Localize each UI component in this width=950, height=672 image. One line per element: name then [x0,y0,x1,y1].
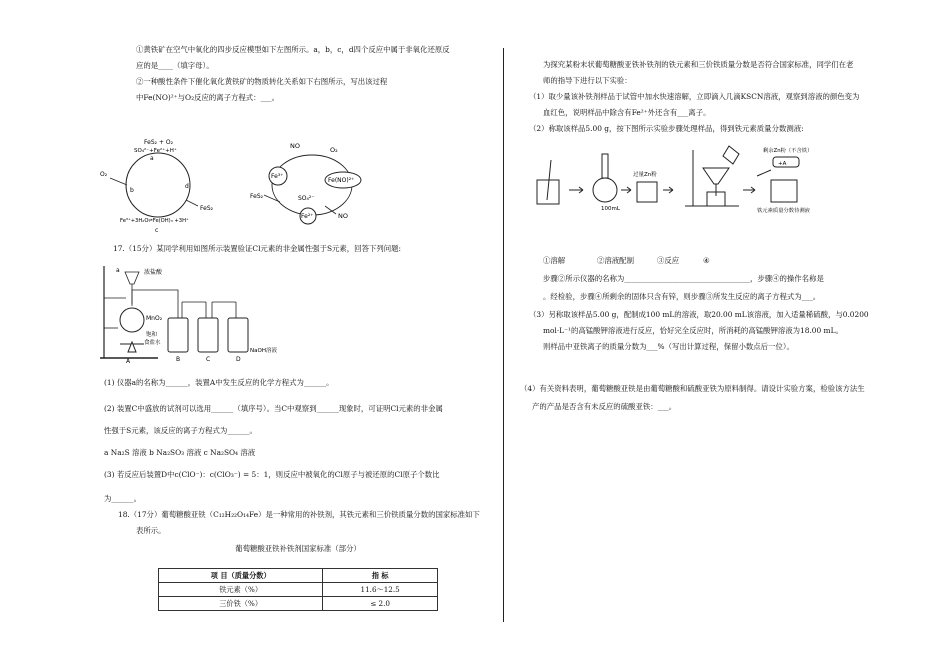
step-4: ④ [703,256,710,265]
cycle-right-label: FeS₂ [200,205,214,212]
so4-label: SO₄²⁻ [298,195,315,202]
fes2-label: FeS₂ [250,193,264,200]
label-B: B [176,356,181,363]
q18-head2: 表所示。 [136,526,166,535]
cycle-bottom-label: Fe³⁺+3H₂O⇌Fe(OH)₃ +3H⁺ [120,218,189,224]
cycle-top-label1: FeS₂ + O₂ [144,139,173,146]
fe2-label: Fe²⁺ [301,213,314,220]
label-mno2: MnO₂ [146,315,163,322]
result-label: 铁元素质量分数待测液 [757,208,810,214]
table-header: 项 目（质量分数） [159,569,323,583]
label-naoh: NaOH溶液 [250,348,277,354]
label-D: D [236,356,241,363]
q18-head1: 18.（17分）葡萄糖酸亚铁（C₁₂H₂₂O₁₄Fe）是一种常用的补铁剂，其铁元素和三价铁质量分数的国家标准如下 [118,510,480,519]
q17-3: (3) 若反应后装置D中c(ClO⁻)：c(ClO₃⁻) = 5：1，则反应中被氧化的Cl原子与被还原的Cl原子个数比 [104,470,440,479]
label-a: a [116,267,120,274]
q17-2b: 性强于S元素，该反应的离子方程式为______。 [104,426,257,435]
cycle-d: d [185,183,189,190]
r-p2: 师的指导下进行以下实验： [543,76,632,85]
no-top-label: NO [290,142,300,150]
q17-head: 17.（15分）某同学利用如图所示装置验证Cl元素的非金属性强于S元素，回答下列问题: [113,244,402,253]
r-p11: （4）有关资料表明，葡萄糖酸亚铁是由葡萄糖酸和硫酸亚铁为原料制得。请设计实验方案，检验该方法生 [520,384,865,393]
step-2: ②溶液配制 [597,256,634,265]
step-1: ①溶解 [543,256,566,265]
r-p7: 。经检验，步骤④所剩余的固体只含有锌，则步骤③所发生反应的离子方程式为___。 [543,292,821,301]
column-divider [503,48,504,622]
q17-3b: 为______。 [104,494,141,503]
q17-1: (1) 仪器a的名称为______，装置A中发生反应的化学方程式为______。 [104,378,334,387]
label-C: C [206,356,211,363]
label-brine1: 饱和 [146,332,158,338]
r-p9: mol·L⁻¹的高锰酸钾溶液进行反应，恰好完全反应时，所消耗的高锰酸钾溶液为18.00 mL。 [543,326,843,335]
table-title: 葡萄糖酸亚铁补铁剂国家标准（部分） [235,544,361,553]
o2-label: O₂ [330,146,338,154]
label-A: A [126,358,131,365]
table-row: 铁元素（%） 11.6～12.5 [159,583,438,597]
standard-table [158,568,438,611]
no-bottom-label: NO [338,212,348,220]
cycle-left-label: O₂ [100,171,108,178]
zn-label: 过量Zn粉 [633,172,657,178]
r-p3: （1）取少量该补铁剂样品于试管中加水快速溶解，立即滴入几滴KSCN溶液，观察到溶液的颜色变为 [529,92,860,101]
pyrite-cycle-diagram [100,140,230,235]
r-p12: 产的产品是否含有未反应的硫酸亚铁：___。 [532,402,677,411]
q16-line2: 应的是____（填字母）。 [136,61,214,70]
cycle-b: b [130,187,134,194]
cycle-c: c [155,227,159,234]
r-p10: 则样品中亚铁离子的质量分数为___%（写出计算过程，保留小数点后一位）。 [543,342,794,351]
r-p8: （3）另称取该样品5.00 g，配制成100 mL的溶液，取20.00 mL该溶液，加入适量稀硫酸，与0.0200 [529,310,869,319]
q16-line1: ①黄铁矿在空气中氧化的四步反应模型如下左图所示。a，b，c，d四个反应中属于非氧化还原反 [136,45,450,54]
table-row: 三价铁（%） ≤ 2.0 [159,597,438,611]
r-p4: 血红色，说明样品中除含有Fe²⁺外还含有___离子。 [543,108,711,117]
remain-label2: +A [778,161,787,167]
table-header: 指 标 [323,569,438,583]
label-acid: 浓盐酸 [144,269,163,276]
label-brine2: 食盐水 [144,340,161,346]
cycle-a: a [150,155,154,162]
q17-2a: (2) 装置C中盛放的试剂可以选用______（填序号）。当C中观察到______现象时，可证明Cl元素的非金属 [104,404,443,413]
q16-line4: 中Fe(NO)²⁺与O₂反应的离子方程式：___。 [136,93,280,102]
feno-label: Fe(NO)²⁺ [328,177,355,184]
q17-options: a Na₂S 溶液 b Na₂SO₃ 溶液 c Na₂SO₄ 溶液 [104,448,256,457]
step-3: ③反应 [657,256,680,265]
r-p5: （2）称取该样品5.00 g，按下图所示实验步骤处理样品，得到铁元素质量分数测液: [529,124,804,133]
experiment-flow-diagram [533,140,833,215]
cl-s-apparatus [100,262,320,364]
r-p1: 为探究某粉末状葡萄糖酸亚铁补铁剂的铁元素和三价铁质量分数是否符合国家标准，同学们在老 [543,60,854,69]
flask-label: 100mL [601,206,620,212]
fe3-label: Fe³⁺ [271,173,284,180]
r-p6: 步骤②所示仪器的名称为__________________________________，步骤④的操作名称是 [543,274,824,283]
cycle-top-label2: SO₄²⁻+Fe²⁺+H⁺ [134,148,177,154]
q16-line3: ②一种酸性条件下催化氧化黄铁矿的物质转化关系如下右图所示，写出该过程 [136,77,388,86]
remain-label1: 剩余Zn粉（不含铁） [763,148,813,154]
catalytic-cycle-diagram [250,140,380,235]
